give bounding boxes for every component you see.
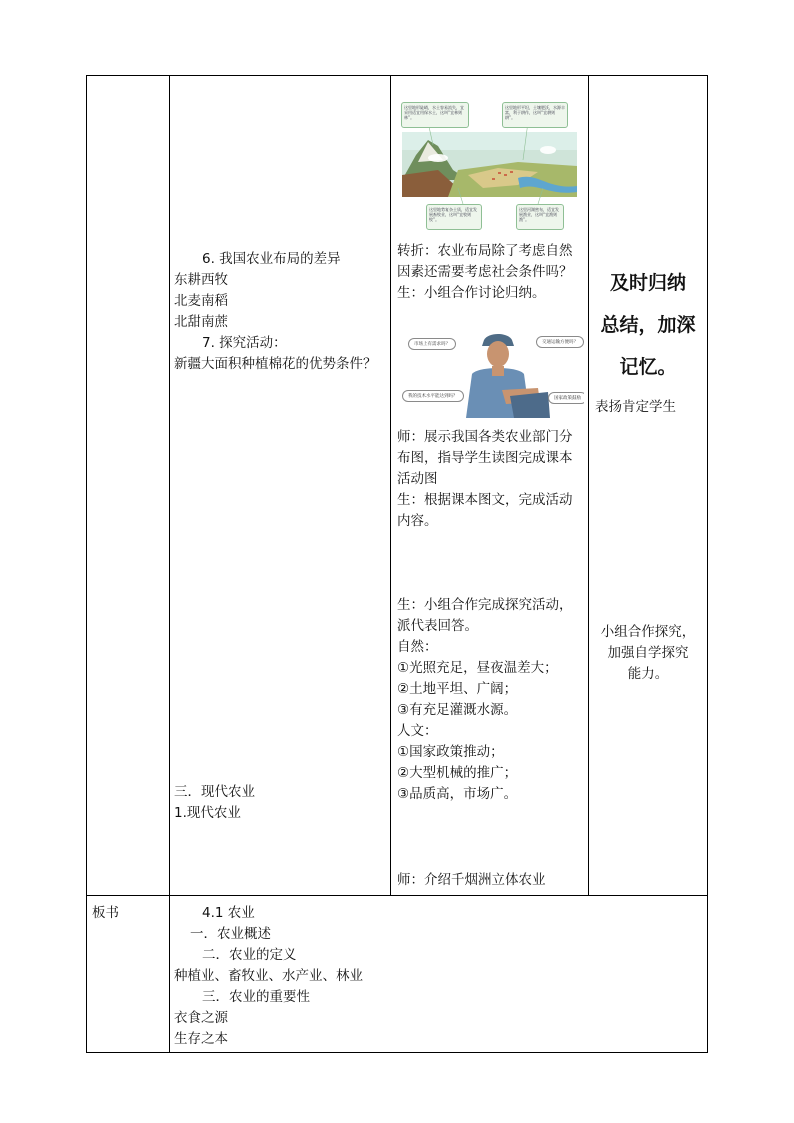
speech-bubble: 我的技术水平能达到吗？ bbox=[402, 390, 464, 402]
text-line: 北麦南稻 bbox=[174, 293, 228, 309]
natural-label: 自然： bbox=[397, 639, 438, 655]
item-6-heading: 6. 我国农业布局的差异 bbox=[202, 251, 341, 267]
callout-bubble: 这里地形陡峭，水土容易流失，宜采用适宜用保水土，这叫“宜林则林”。 bbox=[401, 102, 469, 128]
callout-bubble: 这里河湖密布，适宜发展渔业，这叫“宜渔则渔”。 bbox=[516, 204, 564, 230]
inquiry-line: 能力。 bbox=[627, 666, 669, 682]
inquiry-note bbox=[590, 622, 706, 685]
speech-bubble: 交通运输方便吗？ bbox=[536, 336, 584, 348]
summary-emphasis bbox=[590, 262, 706, 388]
human-label: 人文： bbox=[397, 723, 438, 739]
speech-bubble: 市场上有需求吗？ bbox=[408, 338, 456, 350]
text-line: 东耕西牧 bbox=[174, 272, 228, 288]
board-line: 生存之本 bbox=[174, 1031, 228, 1047]
table-col-divider bbox=[169, 75, 170, 1053]
table-col-divider bbox=[390, 75, 391, 896]
student-response: 生：根据课本图文，完成活动内容。 bbox=[397, 492, 573, 529]
farmland-landscape-illustration bbox=[398, 100, 581, 230]
board-label: 板书 bbox=[92, 905, 119, 921]
activity-column-upper bbox=[397, 241, 585, 304]
speech-bubble: 国家政策鼓励 bbox=[548, 392, 584, 404]
table-border-bottom bbox=[86, 1052, 708, 1053]
board-title: 4.1 农业 bbox=[202, 905, 255, 921]
board-content bbox=[174, 903, 702, 1050]
board-line: 二．农业的定义 bbox=[202, 947, 297, 963]
content-column-section3 bbox=[174, 782, 386, 824]
callout-bubble: 这里地势复杂土质，适宜发展畜牧业，这叫“宜牧则牧”。 bbox=[426, 204, 482, 230]
human-item: ③品质高，市场广。 bbox=[397, 786, 518, 802]
natural-item: ①光照充足，昼夜温差大； bbox=[397, 660, 558, 676]
table-row-divider bbox=[86, 895, 708, 896]
praise-note bbox=[595, 397, 705, 418]
board-label-cell bbox=[92, 903, 162, 924]
content-column bbox=[174, 249, 386, 375]
inquiry-line: 加强自学探究 bbox=[607, 645, 689, 661]
summary-line: 总结，加深 bbox=[600, 314, 696, 336]
board-line: 衣食之源 bbox=[174, 1010, 228, 1026]
table-border-top bbox=[86, 75, 708, 76]
activity-column-bottom bbox=[397, 870, 585, 891]
activity-column-lower bbox=[397, 595, 585, 805]
board-line: 种植业、畜牧业、水产业、林业 bbox=[174, 968, 363, 984]
human-item: ②大型机械的推广； bbox=[397, 765, 518, 781]
natural-item: ②土地平坦、广阔； bbox=[397, 681, 518, 697]
student-response: 生：小组合作讨论归纳。 bbox=[397, 285, 546, 301]
board-line: 三．农业的重要性 bbox=[202, 989, 310, 1005]
teacher-instruction: 师：展示我国各类农业部门分布图，指导学生读图完成课本活动图 bbox=[397, 429, 573, 487]
table-col-divider bbox=[588, 75, 589, 896]
text-line: 北甜南蔗 bbox=[174, 314, 228, 330]
section-heading: 三．现代农业 bbox=[174, 784, 255, 800]
board-line: 一．农业概述 bbox=[190, 926, 271, 942]
natural-item: ③有充足灌溉水源。 bbox=[397, 702, 518, 718]
inquiry-line: 小组合作探究， bbox=[600, 624, 696, 640]
summary-line: 记忆。 bbox=[619, 356, 677, 378]
activity-column-middle bbox=[397, 427, 585, 532]
farmer-thinking-illustration bbox=[398, 330, 584, 418]
student-response: 生：小组合作完成探究活动，派代表回答。 bbox=[397, 597, 573, 634]
table-border-left bbox=[86, 75, 87, 1053]
summary-line: 及时归纳 bbox=[609, 272, 686, 294]
item-7-heading: 7. 探究活动： bbox=[202, 335, 287, 351]
callout-bubble: 这里地形平坦，土壤肥沃，水源丰富，利于耕作，这叫“宜耕则耕”。 bbox=[502, 102, 568, 128]
praise-text: 表扬肯定学生 bbox=[595, 399, 676, 415]
teacher-instruction: 师：介绍千烟洲立体农业 bbox=[397, 872, 546, 888]
table-border-right bbox=[707, 75, 708, 1053]
sub-heading: 1.现代农业 bbox=[174, 805, 241, 821]
human-item: ①国家政策推动； bbox=[397, 744, 504, 760]
question-text: 新疆大面积种植棉花的优势条件？ bbox=[174, 356, 377, 372]
transition-text: 转折：农业布局除了考虑自然因素还需要考虑社会条件吗？ bbox=[397, 243, 573, 280]
